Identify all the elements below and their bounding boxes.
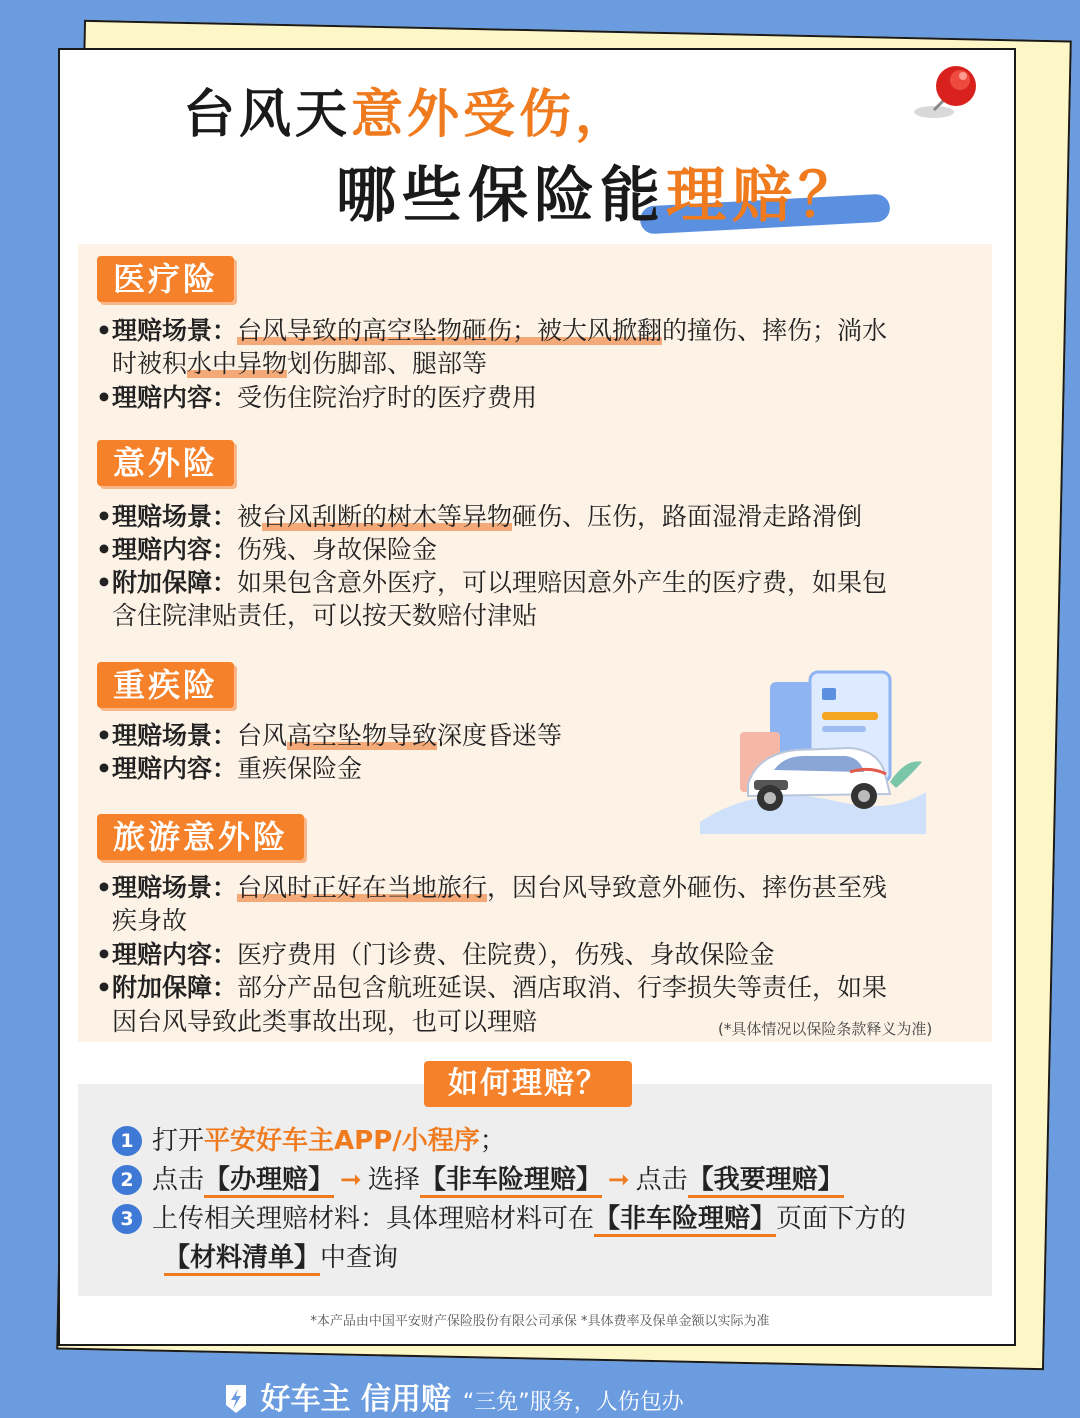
medical-content-line: •理赔内容：受伤住院治疗时的医疗费用 xyxy=(96,383,538,412)
app-name-link[interactable]: 平安好车主APP/小程序 xyxy=(204,1126,480,1156)
accident-scenario-line: •理赔场景：被台风刮断的树木等异物砸伤、压伤，路面湿滑走路滑倒 xyxy=(96,502,863,531)
non-auto-claim-page-link[interactable]: 【非车险理赔】 xyxy=(594,1204,776,1237)
handle-claim-button[interactable]: 【办理赔】 xyxy=(204,1165,334,1198)
how-to-claim-tag: 如何理赔？ xyxy=(424,1061,632,1107)
section-tag-accident: 意外险 xyxy=(97,440,234,486)
claim-step-2: 2 点击【办理赔】 ➞ 选择【非车险理赔】 ➞ 点击【我要理赔】 xyxy=(112,1161,844,1199)
lightning-logo-icon xyxy=(222,1383,250,1413)
travel-scenario-line-1: •理赔场景：台风时正好在当地旅行，因台风导致意外砸伤、摔伤甚至残 xyxy=(96,873,888,902)
travel-content-line: •理赔内容：医疗费用（门诊费、住院费），伤残、身故保险金 xyxy=(96,940,775,969)
claim-step-1: 1 打开平安好车主APP/小程序； xyxy=(112,1122,506,1160)
material-list-link[interactable]: 【材料清单】 xyxy=(164,1243,320,1276)
travel-scenario-line-2: 疾身故 xyxy=(112,906,188,935)
section-tag-travel: 旅游意外险 xyxy=(97,814,304,860)
accident-addon-line-1: •附加保障：如果包含意外医疗，可以理赔因意外产生的医疗费，如果包 xyxy=(96,568,888,597)
red-pushpin-icon xyxy=(912,62,978,128)
section-tag-critical: 重疾险 xyxy=(97,662,234,708)
non-auto-claim-button[interactable]: 【非车险理赔】 xyxy=(420,1165,602,1198)
accident-addon-line-2: 含住院津贴责任，可以按天数赔付津贴 xyxy=(112,601,538,630)
title-line-2: 哪些保险能理赔？ xyxy=(336,161,864,231)
car-illustration xyxy=(700,672,926,834)
critical-content-line: •理赔内容：重疾保险金 xyxy=(96,754,363,783)
medical-scenario-line-2: 时被积水中异物划伤脚部、腿部等 xyxy=(112,349,488,378)
medical-scenario-line-1: •理赔场景：台风导致的高空坠物砸伤；被大风掀翻的撞伤、摔伤；淌水 xyxy=(96,316,888,345)
travel-addon-line-2: 因台风导致此类事故出现，也可以理赔 xyxy=(112,1007,538,1036)
step-number-3: 3 xyxy=(112,1204,142,1234)
step-number-1: 1 xyxy=(112,1126,142,1156)
footnote: *本产品由中国平安财产保险股份有限公司承保 *具体费率及保单金额以实际为准 xyxy=(310,1314,770,1329)
brand-tagline: “三免”服务，人伤包办 xyxy=(462,1390,684,1415)
disclaimer-note: (*具体情况以保险条款释义为准) xyxy=(718,1020,933,1038)
arrow-right-icon: ➞ xyxy=(607,1165,630,1195)
bottom-brand-strip xyxy=(222,1374,684,1418)
critical-scenario-line: •理赔场景：台风高空坠物导致深度昏迷等 xyxy=(96,721,563,750)
travel-addon-line-1: •附加保障：部分产品包含航班延误、酒店取消、行李损失等责任，如果 xyxy=(96,973,888,1002)
claim-step-3-continued: 【材料清单】中查询 xyxy=(164,1239,398,1277)
claim-step-3: 3 上传相关理赔材料：具体理赔材料可在【非车险理赔】页面下方的 xyxy=(112,1200,906,1238)
step-number-2: 2 xyxy=(112,1165,142,1195)
file-claim-button[interactable]: 【我要理赔】 xyxy=(688,1165,844,1198)
section-tag-medical: 医疗险 xyxy=(97,256,234,302)
arrow-right-icon: ➞ xyxy=(340,1165,362,1195)
accident-content-line: •理赔内容：伤残、身故保险金 xyxy=(96,535,438,564)
brand-name: 好车主 信用赔 xyxy=(260,1382,451,1417)
title-line-1: 台风天意外受伤， xyxy=(183,85,632,145)
